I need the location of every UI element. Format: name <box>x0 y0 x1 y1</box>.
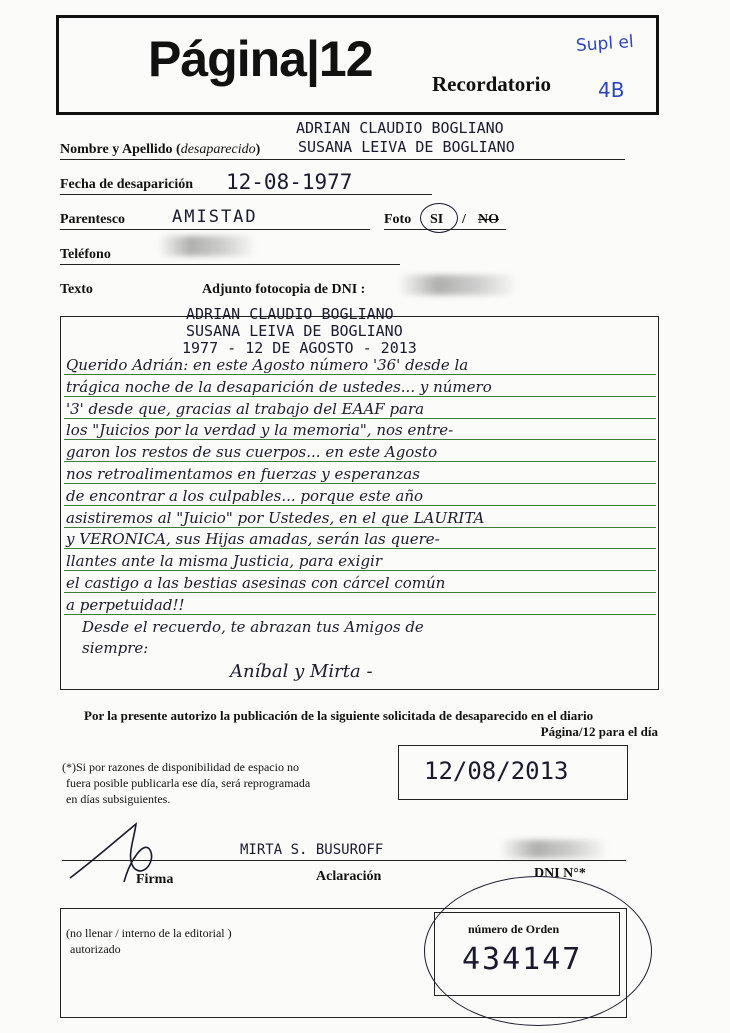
aclaracion-value: MIRTA S. BUSUROFF <box>240 842 384 858</box>
aclaracion-label: Aclaración <box>316 869 382 884</box>
reprogram-note-3: en días subsiguientes. <box>66 792 171 806</box>
photo-yes-option: SI <box>430 212 444 227</box>
message-line: '3' desde que, gracias al trabajo del EAAF para <box>66 399 425 418</box>
message-line: nos retroalimentamos en fuerzas y esperanzas <box>66 465 420 483</box>
message-heading-3: 1977 - 12 DE AGOSTO - 2013 <box>182 339 417 357</box>
date-value: 12-08-1977 <box>226 170 353 194</box>
ruled-line <box>64 396 656 397</box>
publish-date-value: 12/08/2013 <box>424 757 569 785</box>
name-label: Nombre y Apellido (desaparecido) <box>60 142 261 157</box>
order-label: número de Orden <box>468 922 560 936</box>
dni-copy-redacted <box>398 275 518 295</box>
message-line: el castigo a las bestias asesinas con cárcel común <box>66 574 446 592</box>
reprogram-note-1: (*)Si por razones de disponibilidad de espacio no <box>62 760 299 774</box>
message-line: llantes ante la misma Justicia, para exigir <box>66 552 383 571</box>
message-line: a perpetuidad!! <box>66 595 185 614</box>
phone-label: Teléfono <box>60 247 111 262</box>
message-line: trágica noche de la desaparición de ustedes... y número <box>66 377 492 396</box>
photo-separator: / <box>462 212 466 227</box>
message-heading-1: ADRIAN CLAUDIO BOGLIANO <box>186 305 394 323</box>
section-title: Recordatorio <box>432 72 551 96</box>
name-value-2: SUSANA LEIVA DE BOGLIANO <box>298 138 515 156</box>
firma-label: Firma <box>136 872 174 887</box>
logo: Página|12 <box>148 31 373 87</box>
message-line: Aníbal y Mirta - <box>230 661 373 683</box>
message-line: siempre: <box>82 639 149 658</box>
text-label: Texto <box>60 282 93 297</box>
ruled-line <box>64 548 656 549</box>
authorized-label: autorizado <box>70 942 121 956</box>
message-line: Desde el recuerdo, te abrazan tus Amigos de <box>82 617 424 636</box>
name-underline <box>60 159 625 160</box>
ruled-line <box>64 374 656 375</box>
date-label: Fecha de desaparición <box>60 177 193 192</box>
ruled-line <box>64 527 656 528</box>
signature-line <box>62 860 626 861</box>
phone-redacted <box>158 236 256 256</box>
message-line: y VERONICA, sus Hijas amadas, serán las quere- <box>66 530 440 549</box>
order-value: 434147 <box>462 942 583 977</box>
reprogram-note-2: fuera posible publicarla ese día, será reprogramada <box>66 776 311 790</box>
message-line: Querido Adrián: en este Agosto número '36' desde la <box>66 356 469 374</box>
message-line: los "Juicios por la verdad y la memoria", nos entre- <box>66 421 454 440</box>
date-underline <box>60 194 432 195</box>
handwritten-note-bottom: 4B <box>598 78 625 102</box>
ruled-line <box>64 439 656 440</box>
message-line: garon los restos de sus cuerpos... en este Agosto <box>66 443 438 462</box>
photo-no-option: NO <box>478 212 499 227</box>
authorization-line-2: Página/12 para el día <box>540 724 658 739</box>
ruled-line <box>64 614 656 615</box>
ruled-line <box>64 592 656 593</box>
handwritten-note-top: Supl el <box>575 32 635 56</box>
ruled-line <box>64 570 656 571</box>
authorization-line-1: Por la presente autorizo la publicación de la siguiente solicitada de desaparecido en el diario <box>84 708 594 723</box>
internal-note: (no llenar / interno de la editorial ) <box>66 926 232 940</box>
kinship-underline <box>60 229 370 230</box>
photo-label: Foto <box>384 212 412 227</box>
ruled-line <box>64 505 656 506</box>
message-line: de encontrar a los culpables... porque este año <box>66 486 424 505</box>
ruled-line <box>64 461 656 462</box>
message-heading-2: SUSANA LEIVA DE BOGLIANO <box>186 322 403 340</box>
dni-label: DNI N°* <box>534 866 586 881</box>
name-value-1: ADRIAN CLAUDIO BOGLIANO <box>296 119 504 137</box>
message-line: asistiremos al "Juicio" por Ustedes, en el que LAURITA <box>66 508 485 527</box>
ruled-line <box>64 418 656 419</box>
kinship-label: Parentesco <box>60 212 126 227</box>
ruled-line <box>64 483 656 484</box>
photo-underline <box>384 229 506 230</box>
phone-underline <box>60 264 400 265</box>
dni-number-redacted <box>500 840 608 858</box>
dni-copy-label: Adjunto fotocopia de DNI : <box>202 282 366 297</box>
kinship-value: AMISTAD <box>172 207 258 227</box>
